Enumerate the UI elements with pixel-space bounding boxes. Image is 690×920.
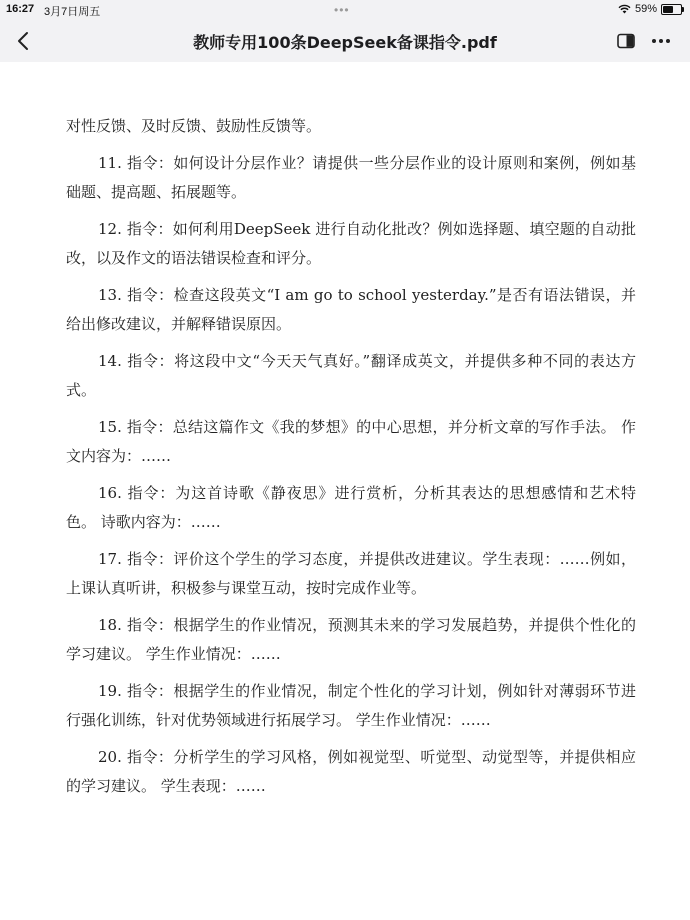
- instruction-15: 15. 指令：总结这篇作文《我的梦想》的中心思想，并分析文章的写作手法。 作文内容为：……: [66, 418, 636, 465]
- battery-icon: [661, 4, 682, 15]
- navigation-bar: [0, 20, 690, 62]
- instruction-20: 20. 指令：分析学生的学习风格，例如视觉型、听觉型、动觉型等，并提供相应的学习建议。 学生表现：……: [66, 748, 636, 795]
- back-button[interactable]: [12, 28, 36, 54]
- chevron-left-icon: [12, 28, 36, 54]
- more-options-button[interactable]: [648, 32, 674, 50]
- status-bar: [0, 0, 690, 20]
- instruction-13: 13. 指令：检查这段英文“I am go to school yesterday.”是否有语法错误，并给出修改建议，并解释错误原因。: [66, 286, 636, 333]
- sidebar-icon: [616, 32, 636, 50]
- instruction-14: 14. 指令：将这段中文“今天天气真好。”翻译成英文，并提供多种不同的表达方式。: [66, 352, 636, 399]
- pdf-page[interactable]: [0, 62, 690, 920]
- battery-percent: 59%: [634, 3, 657, 15]
- document-title: 教师专用100条DeepSeek备课指令.pdf: [193, 33, 497, 52]
- instruction-17: 17. 指令：评价这个学生的学习态度，并提供改进建议。学生表现：……例如，上课认真听讲，积极参与课堂互动，按时完成作业等。: [66, 550, 636, 597]
- battery-level: [663, 6, 673, 13]
- status-indicators: [618, 3, 682, 15]
- paragraph-continuation: 对性反馈、及时反馈、鼓励性反馈等。: [66, 117, 322, 135]
- multitasking-dots-icon[interactable]: •••: [334, 3, 350, 17]
- status-time: 16:27: [6, 3, 35, 15]
- wifi-icon: [618, 4, 631, 14]
- instruction-11: 11. 指令：如何设计分层作业？请提供一些分层作业的设计原则和案例，例如基础题、提高题、拓展题等。: [66, 154, 636, 201]
- sidebar-toggle-button[interactable]: [616, 32, 636, 50]
- instruction-19: 19. 指令：根据学生的作业情况，制定个性化的学习计划，例如针对薄弱环节进行强化训练，针对优势领域进行拓展学习。 学生作业情况：……: [66, 682, 636, 729]
- instruction-16: 16. 指令：为这首诗歌《静夜思》进行赏析，分析其表达的思想感情和艺术特色。 诗歌内容为：……: [66, 484, 636, 531]
- document-content: [66, 112, 636, 809]
- instruction-18: 18. 指令：根据学生的作业情况，预测其未来的学习发展趋势，并提供个性化的学习建议。 学生作业情况：……: [66, 616, 636, 663]
- instruction-12: 12. 指令：如何利用DeepSeek 进行自动化批改？例如选择题、填空题的自动批改，以及作文的语法错误检查和评分。: [66, 220, 636, 267]
- status-date: 3月7日周五: [44, 6, 101, 18]
- ellipsis-icon: [648, 32, 674, 50]
- battery-tip: [682, 7, 684, 12]
